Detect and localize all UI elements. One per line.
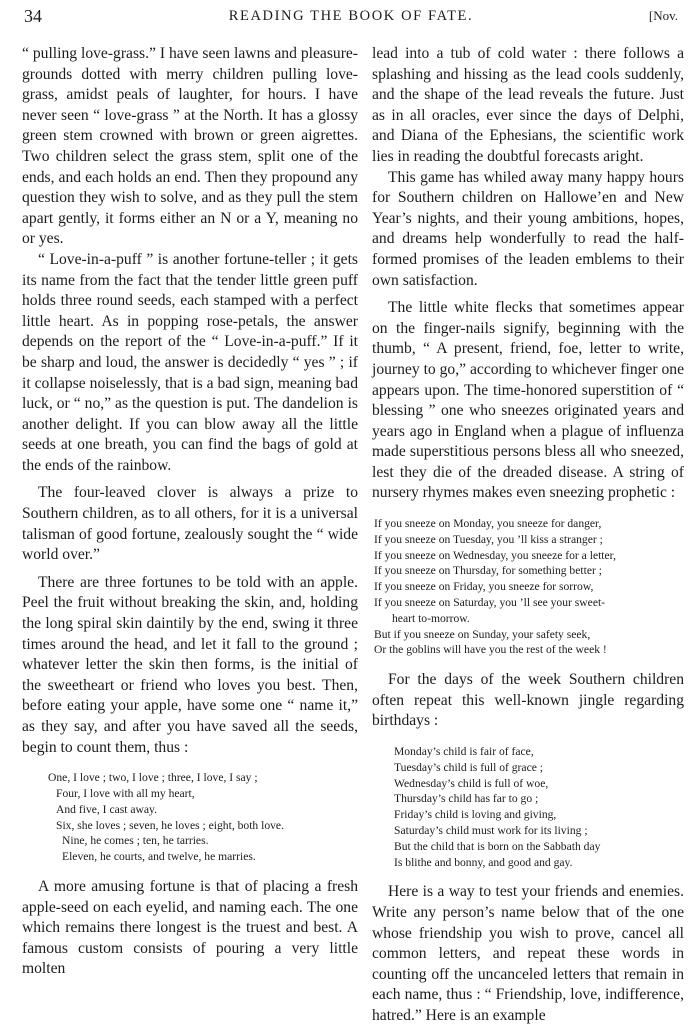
paragraph-apple-seed: A more amusing fortune is that of placing a fresh apple-seed on each eyelid, and naming each. The one which remains there longest is the truest and best. A famous custom consists of pouring a very little molten bbox=[22, 877, 358, 978]
verse-line: Or the goblins will have you the rest of the week ! bbox=[374, 643, 607, 657]
paragraph-apple-fortunes: There are three fortunes to be told with an apple. Peel the fruit without breaking the skin, and, holding the long spiral skin daintily by the end, swing it three times around the head, and let it fall to the ground ; whatever letter the skin then forms, is the initial of the sweetheart or friend who loves you best. Then, before eating your apple, have some one “ name it,” as they say, and after you have saved all the seeds, begin to count them, thus : bbox=[22, 573, 358, 756]
verse-line: Saturday’s child must work for its living ; bbox=[394, 824, 588, 837]
verse-line: If you sneeze on Friday, you sneeze for sorrow, bbox=[374, 580, 594, 594]
paragraph-four-leaved-clover: The four-leaved clover is always a prize to Southern children, as to all others, for it is a universal talisman of good fortune, zealously sought the “ wide world over.” bbox=[22, 484, 358, 564]
verse-line: But the child that is born on the Sabbath day bbox=[394, 839, 601, 853]
verse-line: One, I love ; two, I love ; three, I love, I say ; bbox=[48, 771, 258, 785]
paragraph-love-in-a-puff: “ Love-in-a-puff ” is another fortune-teller ; it gets its name from the fact that the tender little green puff holds three round seeds, each stamped with a perfect little heart. As in popping rose-petals, the answer depends on the report of the “ Love-in-a-puff.” If it be sharp and loud, the answer is decidedly “ yes ” ; if it collapse noiselessly, that is a bad sign, meaning bad luck, or “ no,” as the question is put. The dandelion is another delight. If you can blow away all the little seeds at one breath, you can find the bags of gold at the ends of the rainbow. bbox=[22, 250, 358, 474]
verse-line: But if you sneeze on Sunday, your safety seek, bbox=[374, 627, 591, 641]
verse-line: heart to-morrow. bbox=[392, 611, 470, 625]
verse-line: Friday’s child is loving and giving, bbox=[394, 808, 557, 822]
verse-line: And five, I cast away. bbox=[56, 802, 157, 816]
verse-line: Six, she loves ; seven, he loves ; eight, both love. bbox=[56, 818, 284, 832]
right-column bbox=[372, 44, 684, 1027]
verse-line: If you sneeze on Monday, you sneeze for danger, bbox=[374, 517, 602, 531]
verse-line: Is blithe and bonny, and good and gay. bbox=[394, 855, 573, 869]
verse-line: If you sneeze on Tuesday, you ’ll kiss a stranger ; bbox=[374, 532, 603, 546]
verse-line: If you sneeze on Saturday, you ’ll see your sweet- bbox=[374, 596, 606, 610]
verse-line: Nine, he comes ; ten, he tarries. bbox=[62, 834, 209, 848]
verse-line: Wednesday’s child is full of woe, bbox=[394, 776, 549, 790]
verse-line: Eleven, he courts, and twelve, he marries. bbox=[62, 850, 256, 864]
verse-line: Four, I love with all my heart, bbox=[56, 786, 195, 800]
counting-rhyme bbox=[48, 770, 358, 865]
verse-line: Monday’s child is fair of face, bbox=[394, 745, 534, 759]
birthday-rhyme bbox=[394, 744, 684, 870]
verse-line: If you sneeze on Wednesday, you sneeze for a letter, bbox=[374, 548, 616, 562]
paragraph-hallowe-en-game: This game has whiled away many happy hours for Southern children on Hallowe’en and New Year’s nights, and their young ambitions, hopes, and dreams help wonderfully to read the half-formed promises of the leaden emblems to their own satisfaction. bbox=[372, 168, 684, 289]
verse-line: Thursday’s child has far to go ; bbox=[394, 792, 539, 806]
verse-line: If you sneeze on Thursday, for something better ; bbox=[374, 564, 602, 578]
running-head bbox=[24, 6, 678, 32]
paragraph-birthday-jingle-intro: For the days of the week Southern children often repeat this well-known jingle regarding birthdays : bbox=[372, 671, 684, 730]
paragraph-finger-nails-sneezing: The little white flecks that sometimes appear on the finger-nails signify, beginning with the thumb, “ A present, friend, foe, letter to write, journey to go,” according to whichever finger one appears upon. The time-honored superstition of “ blessing ” one who sneezes originated years and years ago in England when a plague of influenza made superstitious persons bless all who sneezed, lest they die of the dreaded disease. A string of nursery rhymes makes even sneezing prophetic : bbox=[372, 299, 684, 502]
verse-line: Tuesday’s child is full of grace ; bbox=[394, 760, 543, 774]
left-column bbox=[22, 44, 358, 980]
paragraph-love-grass: “ pulling love-grass.” I have seen lawns and pleasure-grounds dotted with merry children pulling love-grass, amidst peals of laughter, for hours. I have never seen “ love-grass ” at the North. It has a glossy green stem crowned with brown or green aigrettes. Two children select the grass stem, split one of the ends, and each holds an end. Then they propound any question they wish to solve, and as they pull the stem apart gently, it forms either an N or a Y, meaning no or yes. bbox=[22, 45, 358, 248]
running-title: READING THE BOOK OF FATE. bbox=[228, 8, 474, 24]
sneeze-rhyme bbox=[374, 516, 684, 658]
issue-month: [Nov. bbox=[648, 8, 678, 23]
paragraph-molten-lead: lead into a tub of cold water : there follows a splashing and hissing as the lead cools suddenly, and the shape of the lead reveals the future. Just as in all oracles, ever since the days of Delphi, and Diana of the Ephesians, the scientific work lies in reading the doubtful forecasts aright. bbox=[372, 45, 684, 165]
page-number: 34 bbox=[24, 6, 42, 26]
paragraph-friendship-test: Here is a way to test your friends and enemies. Write any person’s name below that of the one whose friendship you wish to prove, cancel all common letters, and repeat these words in counting off the uncanceled letters that remain in each name, thus : “ Friendship, love, indifference, hatred.” Here is an example bbox=[372, 883, 684, 1024]
